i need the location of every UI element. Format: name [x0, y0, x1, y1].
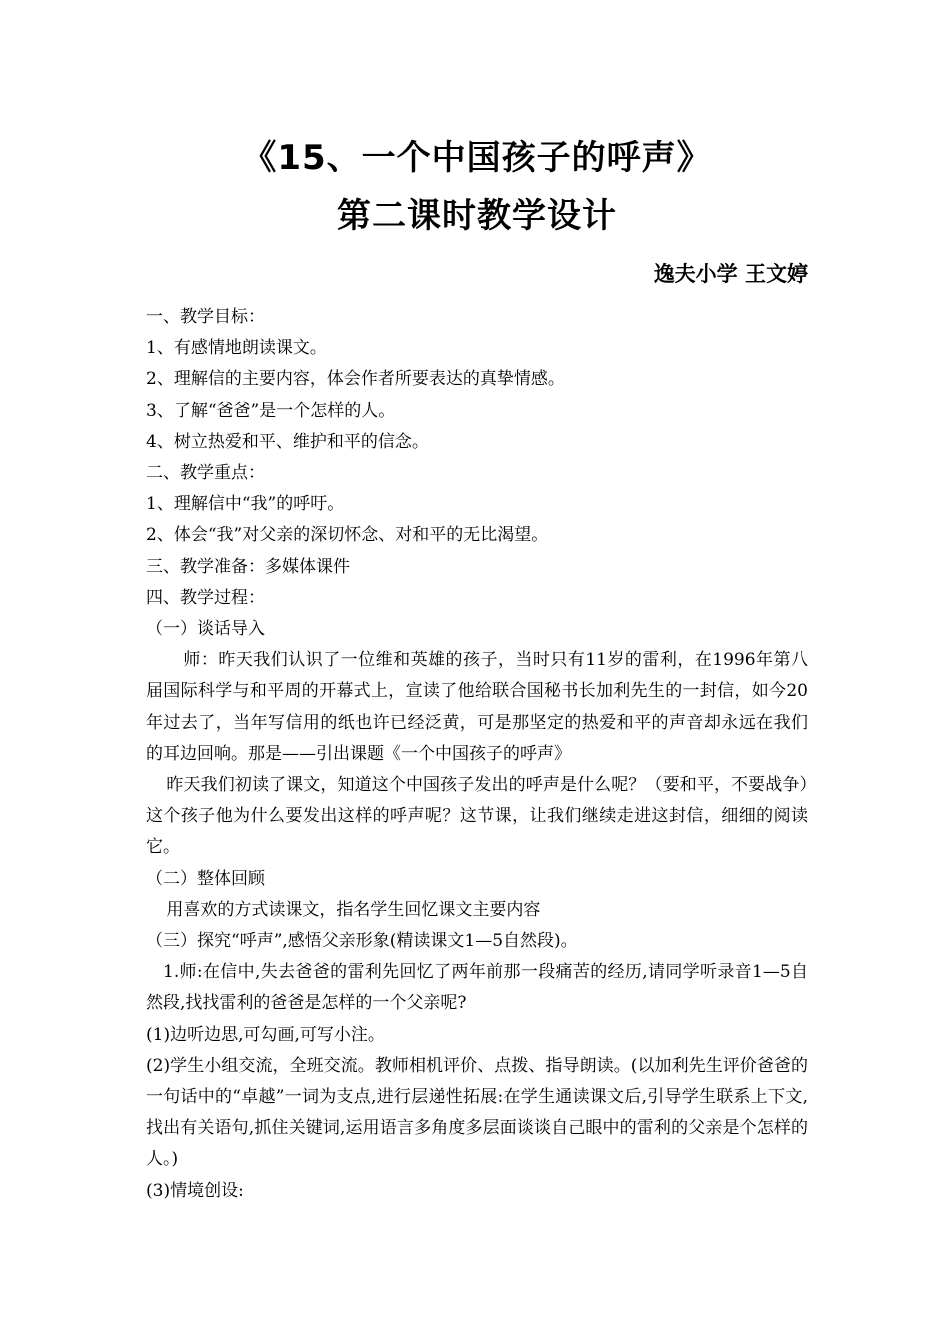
document-title: 《15、一个中国孩子的呼声》: [242, 138, 712, 178]
document-subtitle: 第二课时教学设计: [337, 196, 617, 236]
section-heading: 三、教学准备：多媒体课件: [146, 556, 350, 577]
list-item: 2、理解信的主要内容，体会作者所要表达的真挚情感。: [146, 369, 565, 390]
list-item: 1、有感情地朗读课文。: [146, 338, 327, 359]
list-item: 1、理解信中“我”的呼吁。: [146, 494, 345, 515]
body-paragraph: 师：昨天我们认识了一位维和英雄的孩子，当时只有11岁的雷利，在1996年第八届国际科学与和平周的开幕式上，宣读了他给联合国秘书长加利先生的一封信，如今20年过去了，当年写信用的纸也许已经泛黄，可是那坚定的热爱和平的声音却永远在我们的耳边回响。那是——引出课题《一个中国孩子的呼声》: [146, 650, 808, 764]
document-page: [146, 130, 808, 1207]
body-paragraph: 昨天我们初读了课文，知道这个中国孩子发出的呼声是什么呢？（要和平，不要战争）这个孩子他为什么要发出这样的呼声呢？这节课，让我们继续走进这封信，细细的阅读它。: [146, 775, 808, 858]
list-item: 3、了解“爸爸”是一个怎样的人。: [146, 400, 396, 421]
list-item: 4、树立热爱和平、维护和平的信念。: [146, 431, 429, 452]
list-item: 2、体会“我”对父亲的深切怀念、对和平的无比渴望。: [146, 525, 549, 546]
author-line: 逸夫小学 王文婷: [653, 262, 808, 286]
section-heading: 二、教学重点：: [146, 463, 265, 484]
section-heading: 四、教学过程：: [146, 587, 265, 608]
subsection-heading: （二）整体回顾: [146, 868, 265, 889]
list-item: (1)边听边思,可勾画,可写小注。: [146, 1024, 385, 1045]
subsection-heading: （三）探究“呼声”,感悟父亲形象(精读课文1—5自然段)。: [146, 931, 578, 952]
body-paragraph: 用喜欢的方式读课文，指名学生回忆课文主要内容: [166, 899, 541, 920]
body-paragraph: (2)学生小组交流，全班交流。教师相机评价、点拨、指导朗读。(以加利先生评价爸爸的一句话中的“卓越”一词为支点,进行层递性拓展:在学生通读课文后,引导学生联系上下文,找出有关语句,抓住关键词,运用语言多角度多层面谈谈自己眼中的雷利的父亲是个怎样的人。): [146, 1055, 808, 1170]
body-paragraph: 1.师:在信中,失去爸爸的雷利先回忆了两年前那一段痛苦的经历,请同学听录音1—5自然段,找找雷利的爸爸是怎样的一个父亲呢?: [146, 962, 808, 1014]
section-heading: 一、教学目标：: [146, 307, 265, 327]
document-body: [146, 302, 808, 1207]
subsection-heading: （一）谈话导入: [146, 619, 265, 640]
list-item: (3)情境创设:: [146, 1180, 244, 1201]
